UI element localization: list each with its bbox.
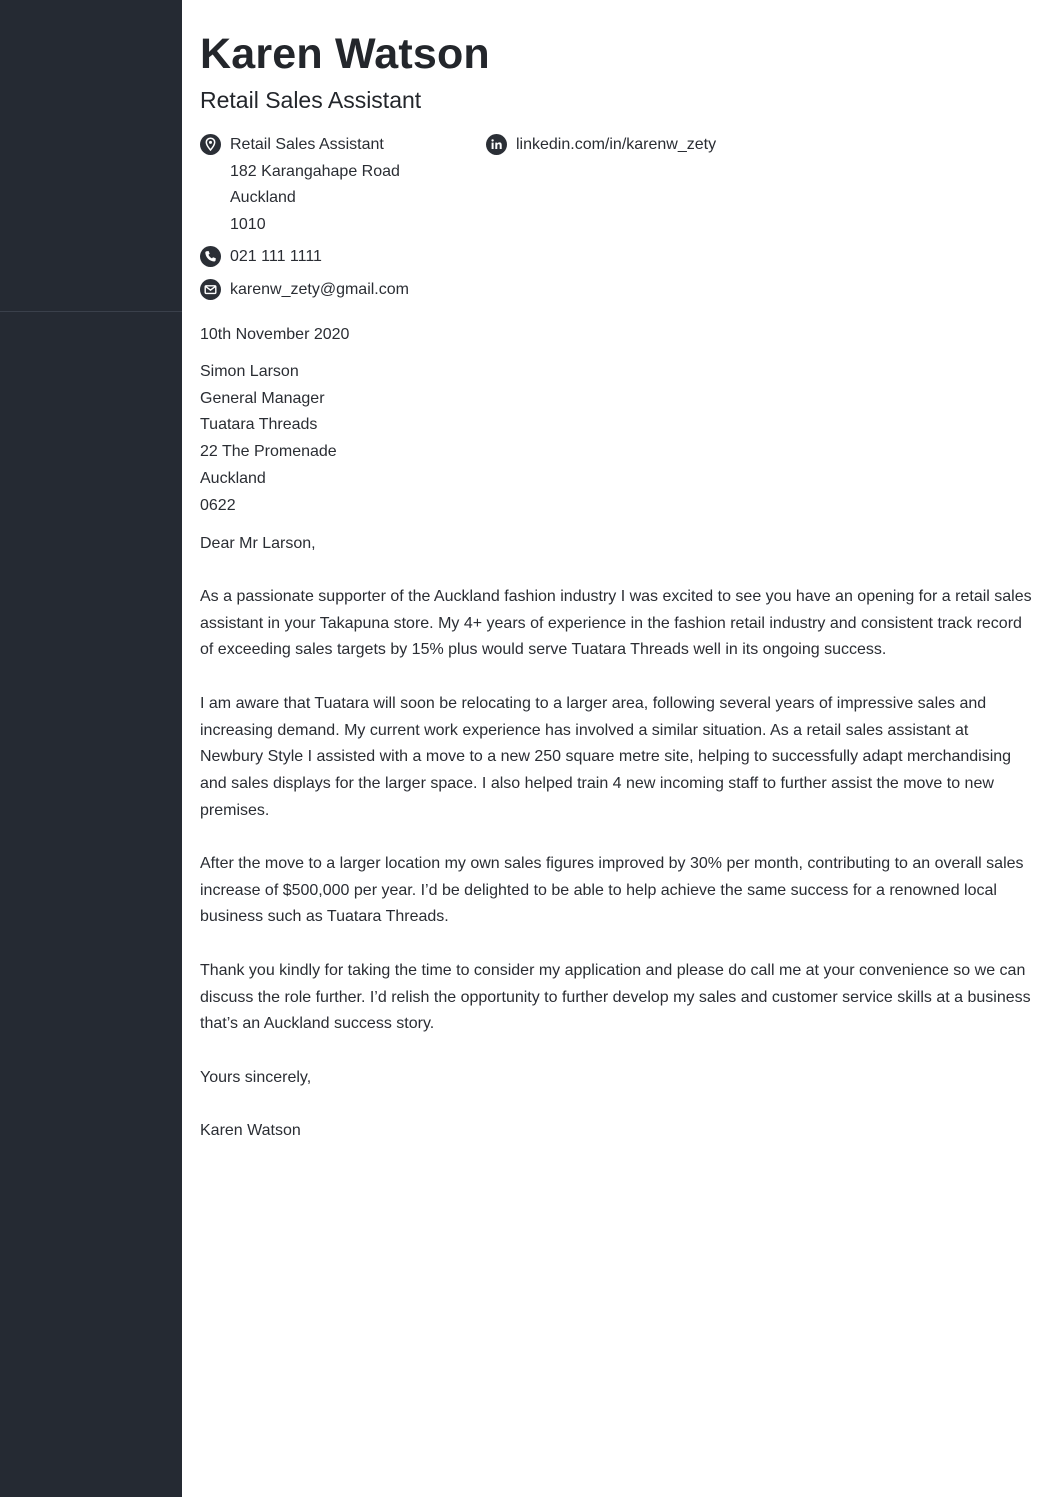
letter-date: 10th November 2020 xyxy=(200,326,350,343)
email-address[interactable]: karenw_zety@gmail.com xyxy=(230,280,409,298)
closing: Yours sincerely, xyxy=(200,1069,312,1086)
address-line: Auckland xyxy=(230,189,296,206)
linkedin-row xyxy=(486,132,786,159)
address-line: Retail Sales Assistant xyxy=(230,136,384,153)
body-paragraph: Thank you kindly for taking the time to consider my application and please do call me at your convenience so we can discuss the role further. I’d relish the opportunity to further develop my sales and customer service skills at a business that’s an Auckland success story. xyxy=(200,961,1031,1033)
contact-info xyxy=(200,132,480,303)
phone-icon xyxy=(200,246,221,267)
recipient-line: Tuatara Threads xyxy=(200,416,318,434)
body-paragraph: After the move to a larger location my own sales figures improved by 30% per month, contributing to an overall sales increase of $500,000 per year. I’d be delighted to be able to help achieve the same success for a renowned local business such as Tuatara Threads. xyxy=(200,855,1024,926)
location-pin-icon xyxy=(200,134,221,155)
applicant-title: Retail Sales Assistant xyxy=(200,87,422,113)
body-paragraph: I am aware that Tuatara will soon be relocating to a larger area, following several years of impressive sales and increasing demand. My current work experience has involved a similar situation. As a retail sales assistant at Newbury Style I assisted with a move to a new 250 square metre site, helping to successfully adapt merchandising and sales displays for the larger space. I also helped train 4 new incoming staff to further assist the move to new premises. xyxy=(200,694,1012,819)
phone xyxy=(200,244,480,271)
recipient-line: 0622 xyxy=(200,496,236,514)
linkedin-url[interactable]: linkedin.com/in/karenw_zety xyxy=(516,136,717,153)
sidebar xyxy=(0,0,182,1497)
envelope-icon xyxy=(200,279,221,300)
body-paragraph: As a passionate supporter of the Auckland fashion industry I was excited to see you have an opening for a retail sales assistant in your Takapuna store. My 4+ years of experience in the fashion retail industry and consistent track record of exceeding sales targets by 15% plus would serve Tuatara Threads well in its ongoing success. xyxy=(200,588,1032,659)
linkedin xyxy=(486,132,786,159)
address xyxy=(200,132,480,238)
recipient-line: Simon Larson xyxy=(200,363,299,380)
recipient-line: Auckland xyxy=(200,469,266,487)
letter-body xyxy=(200,584,1035,1065)
recipient-line: 22 The Promenade xyxy=(200,443,337,461)
greeting: Dear Mr Larson, xyxy=(200,535,316,552)
address-line: 182 Karangahape Road xyxy=(230,162,400,180)
signature: Karen Watson xyxy=(200,1122,301,1139)
recipient-block xyxy=(200,359,337,519)
email xyxy=(200,277,480,304)
address-line: 1010 xyxy=(230,215,266,233)
linkedin-icon xyxy=(486,134,507,155)
sidebar-divider xyxy=(0,311,182,312)
applicant-name: Karen Watson xyxy=(200,30,490,78)
recipient-line: General Manager xyxy=(200,389,325,407)
phone-number[interactable]: 021 111 1111 xyxy=(230,248,322,265)
